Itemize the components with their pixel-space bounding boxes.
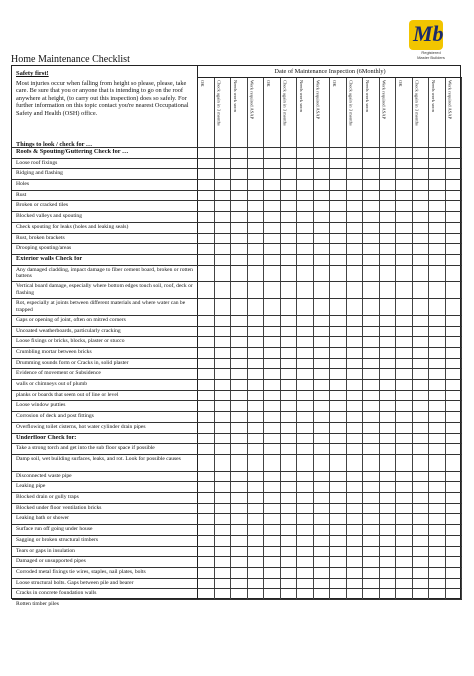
row-label: Crumbling mortar between bricks: [16, 349, 92, 356]
row-label: Ridging and flashing: [16, 170, 63, 177]
table-row: [12, 503, 462, 514]
table-row: [12, 546, 462, 557]
inspection-heading: Date of Maintenance Inspection (6Monthly): [198, 66, 462, 78]
logo-subtitle: Registered Master Builders: [417, 50, 445, 60]
row-label: Blocked under floor ventilation bricks: [16, 504, 102, 511]
row-label: planks or boards that seem out of line or level: [16, 391, 119, 398]
safety-notice: [16, 70, 194, 117]
column-header: [264, 78, 280, 147]
row-label: Rust: [16, 191, 27, 198]
column-header-label: Work required ASAP: [447, 80, 453, 120]
column-header-label: Check again in 3 months: [414, 80, 420, 126]
column-header-label: Needs work soon: [299, 80, 304, 112]
column-header-label: OK: [266, 80, 271, 87]
table-row: [12, 599, 462, 610]
table-row: [12, 400, 462, 411]
row-label: Holes: [16, 181, 30, 188]
table-row: [12, 326, 462, 337]
row-label: Gaps or opening of joint, often on mitred corners: [16, 316, 126, 323]
table-row: [12, 454, 462, 471]
table-row: [12, 567, 462, 578]
column-header: [215, 78, 231, 147]
table-row: [12, 556, 462, 567]
safety-heading: Safety first!: [16, 70, 49, 77]
row-label: Vertical board damage, especially where bottom edges touch soil, roof, deck or flashing: [16, 283, 193, 297]
table-row: [12, 336, 462, 347]
column-header-label: Work required ASAP: [315, 80, 321, 120]
row-label: Evidence of movement or Subsidence: [16, 370, 101, 377]
table-row: [12, 190, 462, 201]
column-header: [347, 78, 363, 147]
row-label: walls or chimneys out of plumb: [16, 381, 88, 388]
column-header-label: OK: [200, 80, 205, 87]
column-header-label: Needs work soon: [365, 80, 370, 112]
page-title: Home Maintenance Checklist: [11, 54, 130, 65]
row-label: Loose structural bolts. Gaps between pile and bearer: [16, 579, 134, 586]
table-row: [12, 443, 462, 454]
column-header: [248, 78, 264, 147]
row-label: Roofs & Spouting/Guttering Check for …: [16, 149, 129, 155]
row-label: Uncoated weatherboards, particularly cracking: [16, 327, 121, 334]
column-header-label: Needs work soon: [233, 80, 238, 112]
column-header-label: Needs work soon: [431, 80, 436, 112]
row-label: Damaged or unsupported pipes: [16, 558, 86, 565]
table-row: [12, 158, 462, 169]
table-row: [12, 211, 462, 222]
table-row: [12, 222, 462, 233]
table-row: [12, 179, 462, 190]
column-header-label: OK: [332, 80, 337, 87]
row-label: Any damaged cladding, impact damage to fiber cement board, broken or rotten battens: [16, 266, 193, 280]
row-label: Broken or cracked tiles: [16, 202, 69, 209]
row-label: Corrosion of deck and post fittings: [16, 413, 94, 420]
table-row: [12, 298, 462, 315]
table-row: [12, 524, 462, 535]
row-label: Loose fixings or bricks, blocks, plaster or stucco: [16, 338, 125, 345]
section-header-row: [12, 433, 462, 444]
column-header: [330, 78, 346, 147]
row-label: Drumming sounds form or Cracks in, solid plaster: [16, 359, 129, 366]
row-label: Sagging or broken structural timbers: [16, 536, 99, 543]
row-label: Loose roof fixings: [16, 159, 58, 166]
row-label: Rust, broken brackets: [16, 234, 65, 241]
table-row: [12, 265, 462, 282]
row-label: Take a strong torch and get into the sub floor space if possible: [16, 445, 155, 452]
column-header-label: Check again in 3 months: [282, 80, 288, 126]
table-row: [12, 578, 462, 589]
table-row: [12, 411, 462, 422]
row-label: Underfloor Check for:: [16, 434, 77, 441]
table-row: [12, 379, 462, 390]
column-header-label: Check again in 3 months: [348, 80, 354, 126]
column-header-label: OK: [398, 80, 403, 87]
column-header-label: Check again in 3 months: [216, 80, 222, 126]
column-header: [446, 78, 462, 147]
row-label: Corroded metal fixings tie wires, staples, nail plates, bolts: [16, 568, 146, 575]
row-label: Blocked valleys and spouting: [16, 213, 83, 220]
table-row: [12, 535, 462, 546]
column-header: [429, 78, 445, 147]
checklist-rows: [12, 147, 462, 610]
table-row: [12, 233, 462, 244]
row-label: Cracks in concrete foundation walls: [16, 590, 97, 597]
row-label: Exterior walls Check for: [16, 255, 83, 262]
checklist-table: [11, 65, 461, 607]
column-header: [281, 78, 297, 147]
row-label: Surface run off going under house: [16, 526, 93, 533]
column-header: [380, 78, 396, 147]
table-row: [12, 168, 462, 179]
column-header-label: Work required ASAP: [249, 80, 255, 120]
row-label: Disconnected waste pipe: [16, 472, 72, 479]
logo: [403, 20, 459, 62]
table-row: [12, 315, 462, 326]
row-label: Damp soil, wet building surfaces, leaks, and rot. Look for possible causes: [16, 455, 181, 462]
row-label: Rot, especially at joints between different materials and where water can be trapped: [16, 300, 186, 313]
section-header-row: [12, 147, 462, 158]
table-row: [12, 390, 462, 401]
things-heading: Things to look / check for …: [16, 141, 93, 148]
row-label: Loose window putties: [16, 402, 66, 409]
row-label: Leaking bath or shower: [16, 515, 69, 522]
table-row: [12, 513, 462, 524]
section-header-row: [12, 254, 462, 265]
table-row: [12, 243, 462, 254]
table-row: [12, 471, 462, 482]
row-label: Check spouting for leaks (holes and leaking seals): [16, 223, 129, 230]
column-header: [396, 78, 412, 147]
table-row: [12, 368, 462, 379]
column-header: [231, 78, 247, 147]
table-row: [12, 347, 462, 358]
column-header: [198, 78, 214, 147]
row-label: Blocked drain or gully traps: [16, 494, 79, 501]
table-row: [12, 481, 462, 492]
column-header: [363, 78, 379, 147]
column-header: [413, 78, 429, 147]
table-row: [12, 422, 462, 433]
column-header: [297, 78, 313, 147]
table-row: [12, 200, 462, 211]
table-row: [12, 358, 462, 369]
row-label: Tears or gaps in insulation: [16, 547, 75, 554]
row-label: Overflowing toilet cisterns, hot water cylinder drain pipes: [16, 423, 146, 430]
row-label: Drooping spouting/areas: [16, 245, 72, 252]
row-label: Leaking pipe: [16, 483, 46, 490]
logo-mark: Mb: [409, 20, 443, 50]
column-header: [314, 78, 330, 147]
table-row: [12, 588, 462, 599]
column-header-label: Work required ASAP: [381, 80, 387, 120]
table-row: [12, 492, 462, 503]
safety-body: Most injuries occur when falling from height so please, please, take care. Be sure that you or anyone that is intending to go on the roof anywhere at height, (to carry out this inspection) does so safely. For further information on this topic contact you're nearest Occupational Safety and Health (OSH) office.: [16, 79, 189, 117]
row-label: Rotten timber piles: [16, 600, 59, 607]
table-row: [12, 281, 462, 298]
